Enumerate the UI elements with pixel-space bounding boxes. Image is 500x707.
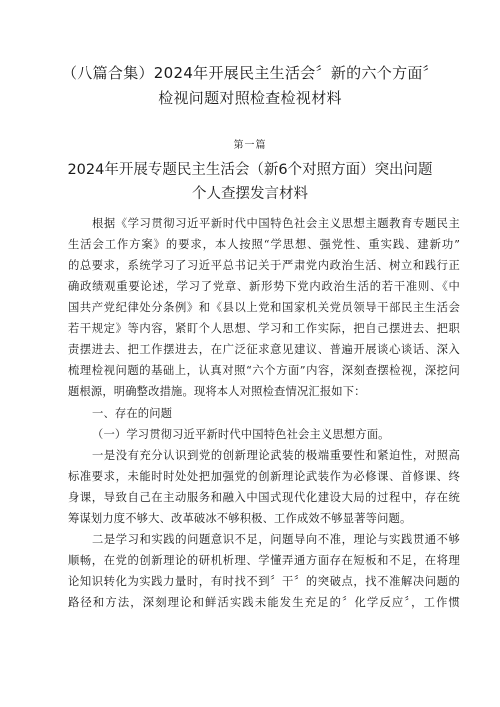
body-line: 确政绩观重要论述，学习了党章、新形势下党内政治生活的若干准则、《中	[68, 280, 460, 293]
body-line: 责摆进去、把工作摆进去，在广泛征求意见建议、普遍开展谈心谈话、深入	[68, 343, 460, 356]
body-line: 路径和方法，深刻理论和鲜活实践未能发生充足的〞化学反应〞，工作惯	[68, 596, 460, 609]
section-title-line-1: 2024年开展专题民主生活会（新6个对照方面）突出问题	[67, 162, 433, 178]
body-line: 顺畅，在党的创新理论的研机析理、学懂弄通方面存在短板和不足，在将理	[68, 554, 460, 567]
section-heading: 一、存在的问题	[92, 407, 173, 420]
document-title-line-2: 检视问题对照检查检视材料	[158, 89, 342, 107]
body-line: 标准要求，未能时时处处把加强党的创新理论武装作为必修课、首修课、终	[68, 470, 460, 483]
body-line: 论知识转化为实践力量时，有时找不到〞干〞的突破点，找不准解决问题的	[68, 575, 460, 588]
body-line: 身课，导致自己在主动服务和融入中国式现代化建设大局的过程中，存在统	[68, 491, 460, 504]
body-line: 梳理检视问题的基础上，认真对照“六个方面”内容，深刻查摆检视，深挖问	[68, 364, 460, 377]
body-line: 一是没有充分认识到党的创新理论武装的极端重要性和紧迫性，对照高	[92, 449, 460, 462]
part-label: 第一篇	[233, 140, 267, 151]
section-title-line-2: 个人查摆发言材料	[192, 186, 308, 202]
body-line: 的总要求，系统学习了习近平总书记关于严肃党内政治生活、树立和践行正	[68, 259, 460, 272]
body-line: 二是学习和实践的问题意识不足，问题导向不准，理论与实践贯通不够	[92, 533, 460, 546]
document-title-line-1: （八篇合集）2024年开展民主生活会〞新的六个方面〞	[62, 64, 438, 82]
body-line: 国共产党纪律处分条例》和《县以上党和国家机关党员领导干部民主生活会	[68, 301, 460, 314]
body-line: 根据《学习贯彻习近平新时代中国特色社会主义思想主题教育专题民主	[92, 217, 460, 230]
body-line: 生活会工作方案》的要求，本人按照“学思想、强党性、重实践、建新功”	[68, 238, 460, 251]
body-line: 筹谋划力度不够大、改革破冰不够积极、工作成效不够显著等问题。	[68, 512, 412, 525]
subsection-heading: （一）学习贯彻习近平新时代中国特色社会主义思想方面。	[92, 428, 390, 441]
body-line: 题根源，明确整改措施。现将本人对照检查情况汇报如下：	[68, 385, 366, 398]
body-line: 若干规定》等内容，紧盯个人思想、学习和工作实际，把自己摆进去、把职	[68, 322, 460, 335]
